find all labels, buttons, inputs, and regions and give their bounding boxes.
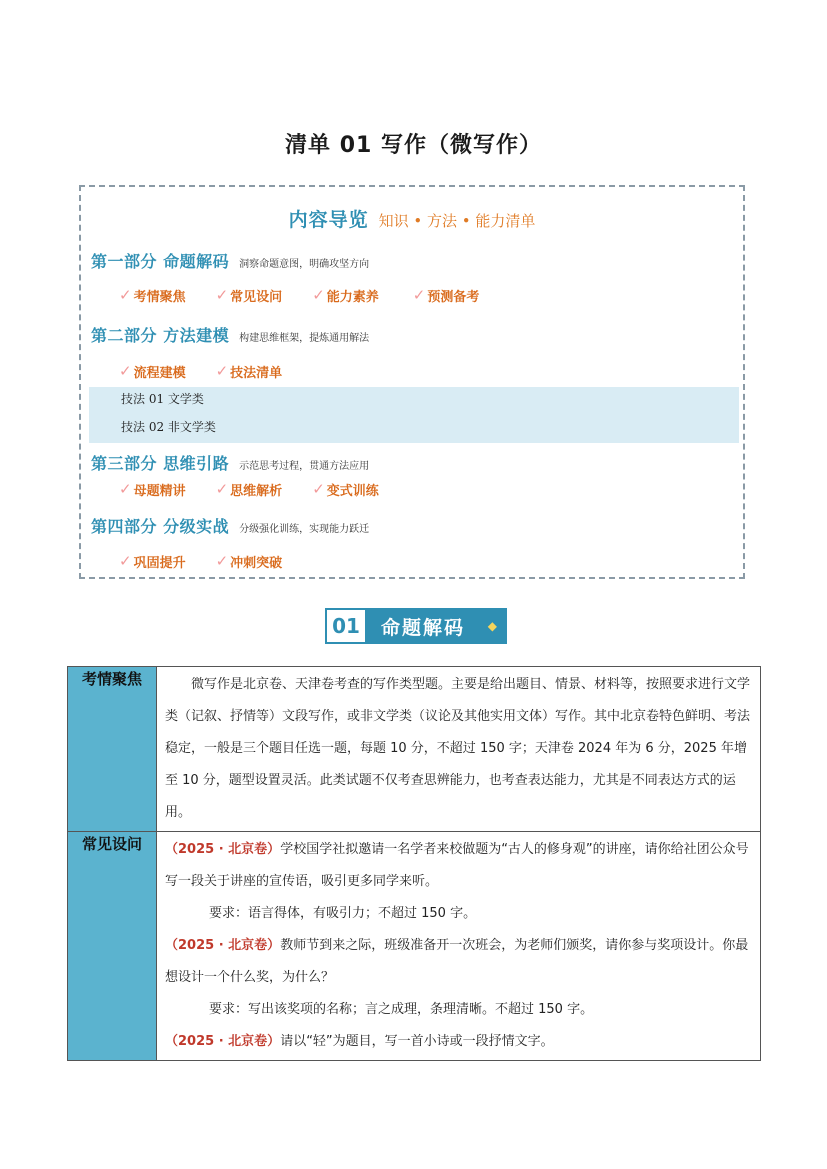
guide-item-label: 技法清单 [230, 365, 283, 381]
row-label: 常见设问 [68, 832, 157, 1061]
question-text: 请以“轻”为题目，写一首小诗或一段抒情文字。 [280, 1034, 554, 1049]
guide-header [81, 205, 743, 232]
guide-item[interactable] [413, 285, 480, 305]
row-label: 考情聚焦 [68, 667, 157, 832]
part-name: 第三部分 思维引路 [91, 454, 230, 473]
question-text: 学校国学社拟邀请一名学者来校做题为“古人的修身观”的讲座，请你给社团公众号写一段关于讲座的宣传语，吸引更多同学来听。 [165, 842, 749, 889]
guide-item[interactable] [312, 479, 379, 499]
guide-item-label: 巩固提升 [133, 555, 186, 571]
part-3-heading [91, 451, 369, 473]
part-1-heading [91, 249, 369, 271]
technique-band [89, 387, 739, 443]
question-1 [165, 834, 752, 898]
question-2 [165, 930, 752, 994]
part-2-heading [91, 323, 369, 345]
content-guide-box [79, 185, 745, 579]
guide-subheading: 知识 • 方法 • 能力清单 [378, 212, 536, 230]
guide-item[interactable] [216, 285, 283, 305]
table-row [68, 832, 761, 1061]
part-3-items [119, 479, 409, 499]
section-label-box [367, 608, 507, 644]
guide-item[interactable] [216, 551, 283, 571]
part-4-heading [91, 514, 369, 536]
guide-item-label: 能力素养 [326, 289, 379, 305]
row-content [157, 667, 761, 832]
check-icon: ✓ [119, 480, 132, 498]
guide-item[interactable] [119, 551, 186, 571]
part-name: 第二部分 方法建模 [91, 326, 230, 345]
part-name: 第一部分 命题解码 [91, 252, 230, 271]
guide-item[interactable] [119, 479, 186, 499]
guide-item[interactable] [216, 361, 283, 381]
part-2-items [119, 361, 312, 381]
guide-item-label: 母题精讲 [133, 483, 186, 499]
check-icon: ✓ [119, 286, 132, 304]
question-source: （2025 · 北京卷） [165, 938, 281, 953]
section-label: 命题解码 [381, 616, 466, 639]
check-icon: ✓ [215, 286, 229, 304]
guide-item-label: 冲刺突破 [230, 555, 283, 571]
guide-item[interactable] [119, 285, 186, 305]
question-1-requirement: 要求：语言得体，有吸引力；不超过 150 字。 [209, 906, 477, 921]
technique-01[interactable]: 技法 01 文学类 [121, 392, 204, 406]
info-table [67, 666, 761, 1061]
check-icon: ✓ [119, 362, 132, 380]
question-text: 教师节到来之际，班级准备开一次班会，为老师们颁奖，请你参与奖项设计。你最想设计一个什么奖，为什么？ [165, 938, 749, 985]
part-4-items [119, 551, 312, 571]
guide-item[interactable] [216, 479, 283, 499]
table-row [68, 667, 761, 832]
question-source: （2025 · 北京卷） [165, 1034, 281, 1049]
guide-item-label: 考情聚焦 [133, 289, 186, 305]
diamond-icon: ◆ [487, 619, 499, 633]
question-2-requirement: 要求：写出该奖项的名称；言之成理，条理清晰。不超过 150 字。 [209, 1002, 594, 1017]
row-content [157, 832, 761, 1061]
guide-item[interactable] [119, 361, 186, 381]
guide-item-label: 变式训练 [326, 483, 379, 499]
guide-item-label: 流程建模 [133, 365, 186, 381]
guide-item[interactable] [312, 285, 379, 305]
check-icon: ✓ [215, 362, 229, 380]
question-3 [165, 1026, 752, 1058]
part-desc: 示范思考过程，贯通方法应用 [239, 461, 370, 472]
check-icon: ✓ [215, 480, 229, 498]
part-desc: 分级强化训练，实现能力跃迁 [239, 524, 370, 535]
part-desc: 构建思维框架，提炼通用解法 [239, 333, 370, 344]
check-icon: ✓ [119, 552, 132, 570]
part-desc: 洞察命题意图，明确攻坚方向 [239, 259, 370, 270]
check-icon: ✓ [412, 286, 426, 304]
guide-item-label: 常见设问 [230, 289, 283, 305]
technique-02[interactable]: 技法 02 非文学类 [121, 420, 216, 434]
part-1-items [119, 285, 509, 305]
question-source: （2025 · 北京卷） [165, 842, 281, 857]
guide-item-label: 预测备考 [427, 289, 480, 305]
section-badge [325, 608, 507, 644]
guide-item-label: 思维解析 [230, 483, 283, 499]
check-icon: ✓ [312, 480, 325, 498]
exam-focus-text: 微写作是北京卷、天津卷考查的写作类型题。主要是给出题目、情景、材料等，按照要求进行文学类（记叙、抒情等）文段写作，或非文学类（议论及其他实用文体）写作。其中北京卷特色鲜明、考法稳定，一般是三个题目任选一题，每题 10 分，不超过 150 字；天津卷 2024 年为 6 分，2025 年增至 10 分，题型设置灵活。此类试题不仅考查思辨能力，也考查表达能力，尤其是不同表达方式的运用。 [165, 677, 751, 820]
part-name: 第四部分 分级实战 [91, 517, 230, 536]
page-title: 清单 01 写作（微写作） [285, 133, 542, 158]
check-icon: ✓ [312, 286, 325, 304]
check-icon: ✓ [215, 552, 229, 570]
section-number: 01 [325, 608, 367, 644]
guide-heading: 内容导览 [288, 209, 369, 231]
